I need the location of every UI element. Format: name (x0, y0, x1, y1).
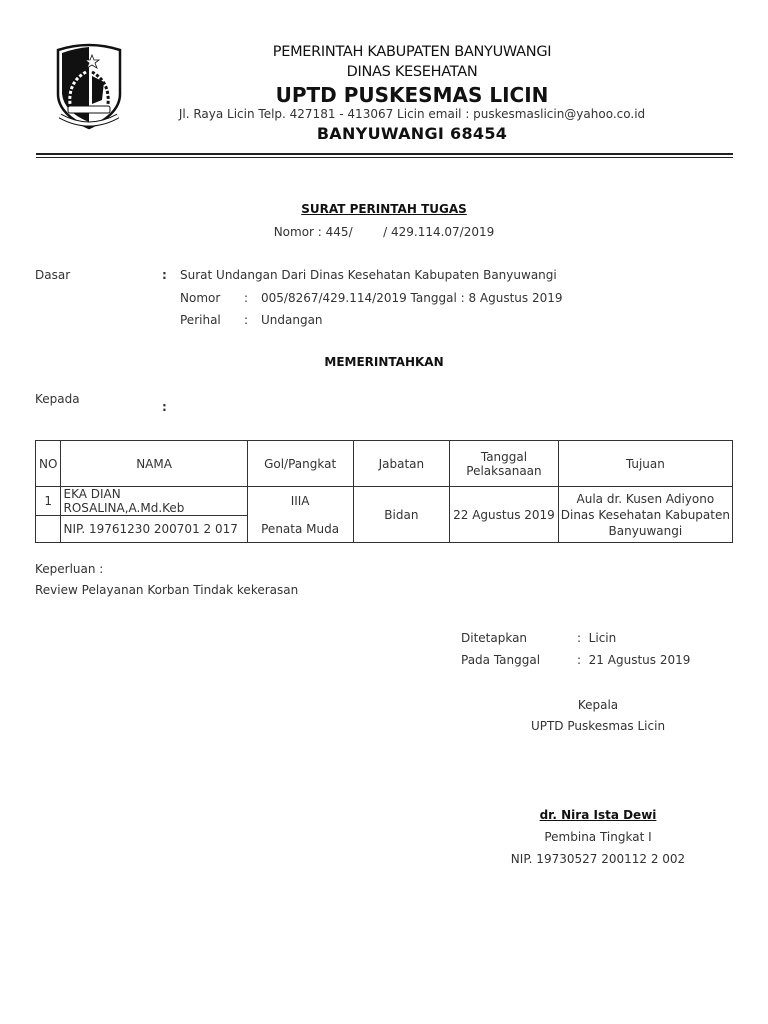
header-no: NO (36, 441, 61, 487)
cell-no: 1 (36, 487, 61, 516)
document-number: Nomor : 445/ / 429.114.07/2019 (273, 225, 495, 239)
ditetapkan-value: : Licin (577, 631, 617, 645)
header-jabatan: Jabatan (353, 441, 450, 487)
letterhead-city: BANYUWANGI 68454 (316, 124, 508, 143)
keperluan-text: Review Pelayanan Korban Tindak kekerasan (35, 583, 299, 597)
letterhead-divider-thick (36, 153, 733, 155)
cell-jabatan: Bidan (353, 487, 450, 543)
kepada-colon: : (162, 400, 167, 414)
header-tanggal-pelaksanaan (450, 441, 559, 487)
document-title: SURAT PERINTAH TUGAS (301, 202, 467, 216)
letterhead-department: DINAS KESEHATAN (346, 64, 478, 80)
cell-gol: IIIA (247, 487, 353, 516)
pada-tanggal-value: : 21 Agustus 2019 (577, 653, 691, 667)
memerintahkan-heading: MEMERINTAHKAN (324, 355, 444, 369)
table-row (36, 487, 733, 516)
header-tujuan: Tujuan (558, 441, 732, 487)
signatory-nip: NIP. 19730527 200112 2 002 (510, 852, 686, 866)
dasar-nomor-colon: : (244, 291, 249, 305)
dasar-nomor-label: Nomor (180, 291, 221, 305)
tujuan-line1: Aula dr. Kusen Adiyono (576, 491, 715, 506)
header-nama: NAMA (61, 441, 247, 487)
assignment-table (35, 440, 733, 543)
ditetapkan-label: Ditetapkan (461, 631, 528, 645)
dasar-perihal-label: Perihal (180, 313, 221, 327)
dasar-perihal-colon: : (244, 313, 249, 327)
cell-nip: NIP. 19761230 200701 2 017 (61, 516, 247, 543)
letterhead-address: Jl. Raya Licin Telp. 427181 - 413067 Licin email : puskesmaslicin@yahoo.co.id (178, 107, 646, 121)
keperluan-label: Keperluan : (35, 562, 104, 576)
signatory-name: dr. Nira Ista Dewi (539, 808, 657, 822)
cell-no-empty (36, 516, 61, 543)
kepada-label: Kepada (35, 392, 80, 406)
table-header-row (36, 441, 733, 487)
cell-tanggal: 22 Agustus 2019 (450, 487, 559, 543)
header-tanggal-line1: Tanggal (480, 449, 528, 464)
tujuan-line2: Dinas Kesehatan Kabupaten (560, 507, 730, 522)
dasar-text: Surat Undangan Dari Dinas Kesehatan Kabupaten Banyuwangi (180, 268, 557, 282)
cell-pangkat: Penata Muda (247, 516, 353, 543)
cell-tujuan (558, 487, 732, 543)
signatory-title-kepala: Kepala (577, 698, 619, 712)
pada-tanggal-label: Pada Tanggal (461, 653, 541, 667)
letterhead-divider-thin (36, 157, 733, 158)
dasar-colon: : (162, 268, 167, 282)
cell-nama: EKA DIAN ROSALINA,A.Md.Keb (61, 487, 247, 516)
dasar-nomor-value: 005/8267/429.114/2019 Tanggal : 8 Agustus 2019 (261, 291, 563, 305)
dasar-label: Dasar (35, 268, 71, 282)
signatory-title-institution: UPTD Puskesmas Licin (530, 719, 666, 733)
tujuan-line3: Banyuwangi (608, 523, 683, 538)
header-gol-pangkat: Gol/Pangkat (247, 441, 353, 487)
signatory-rank: Pembina Tingkat I (544, 830, 652, 844)
letterhead-government: PEMERINTAH KABUPATEN BANYUWANGI (272, 44, 552, 60)
letterhead-institution: UPTD PUSKESMAS LICIN (275, 83, 549, 107)
header-tanggal-line2: Pelaksanaan (466, 463, 542, 478)
dasar-perihal-value: Undangan (261, 313, 323, 327)
